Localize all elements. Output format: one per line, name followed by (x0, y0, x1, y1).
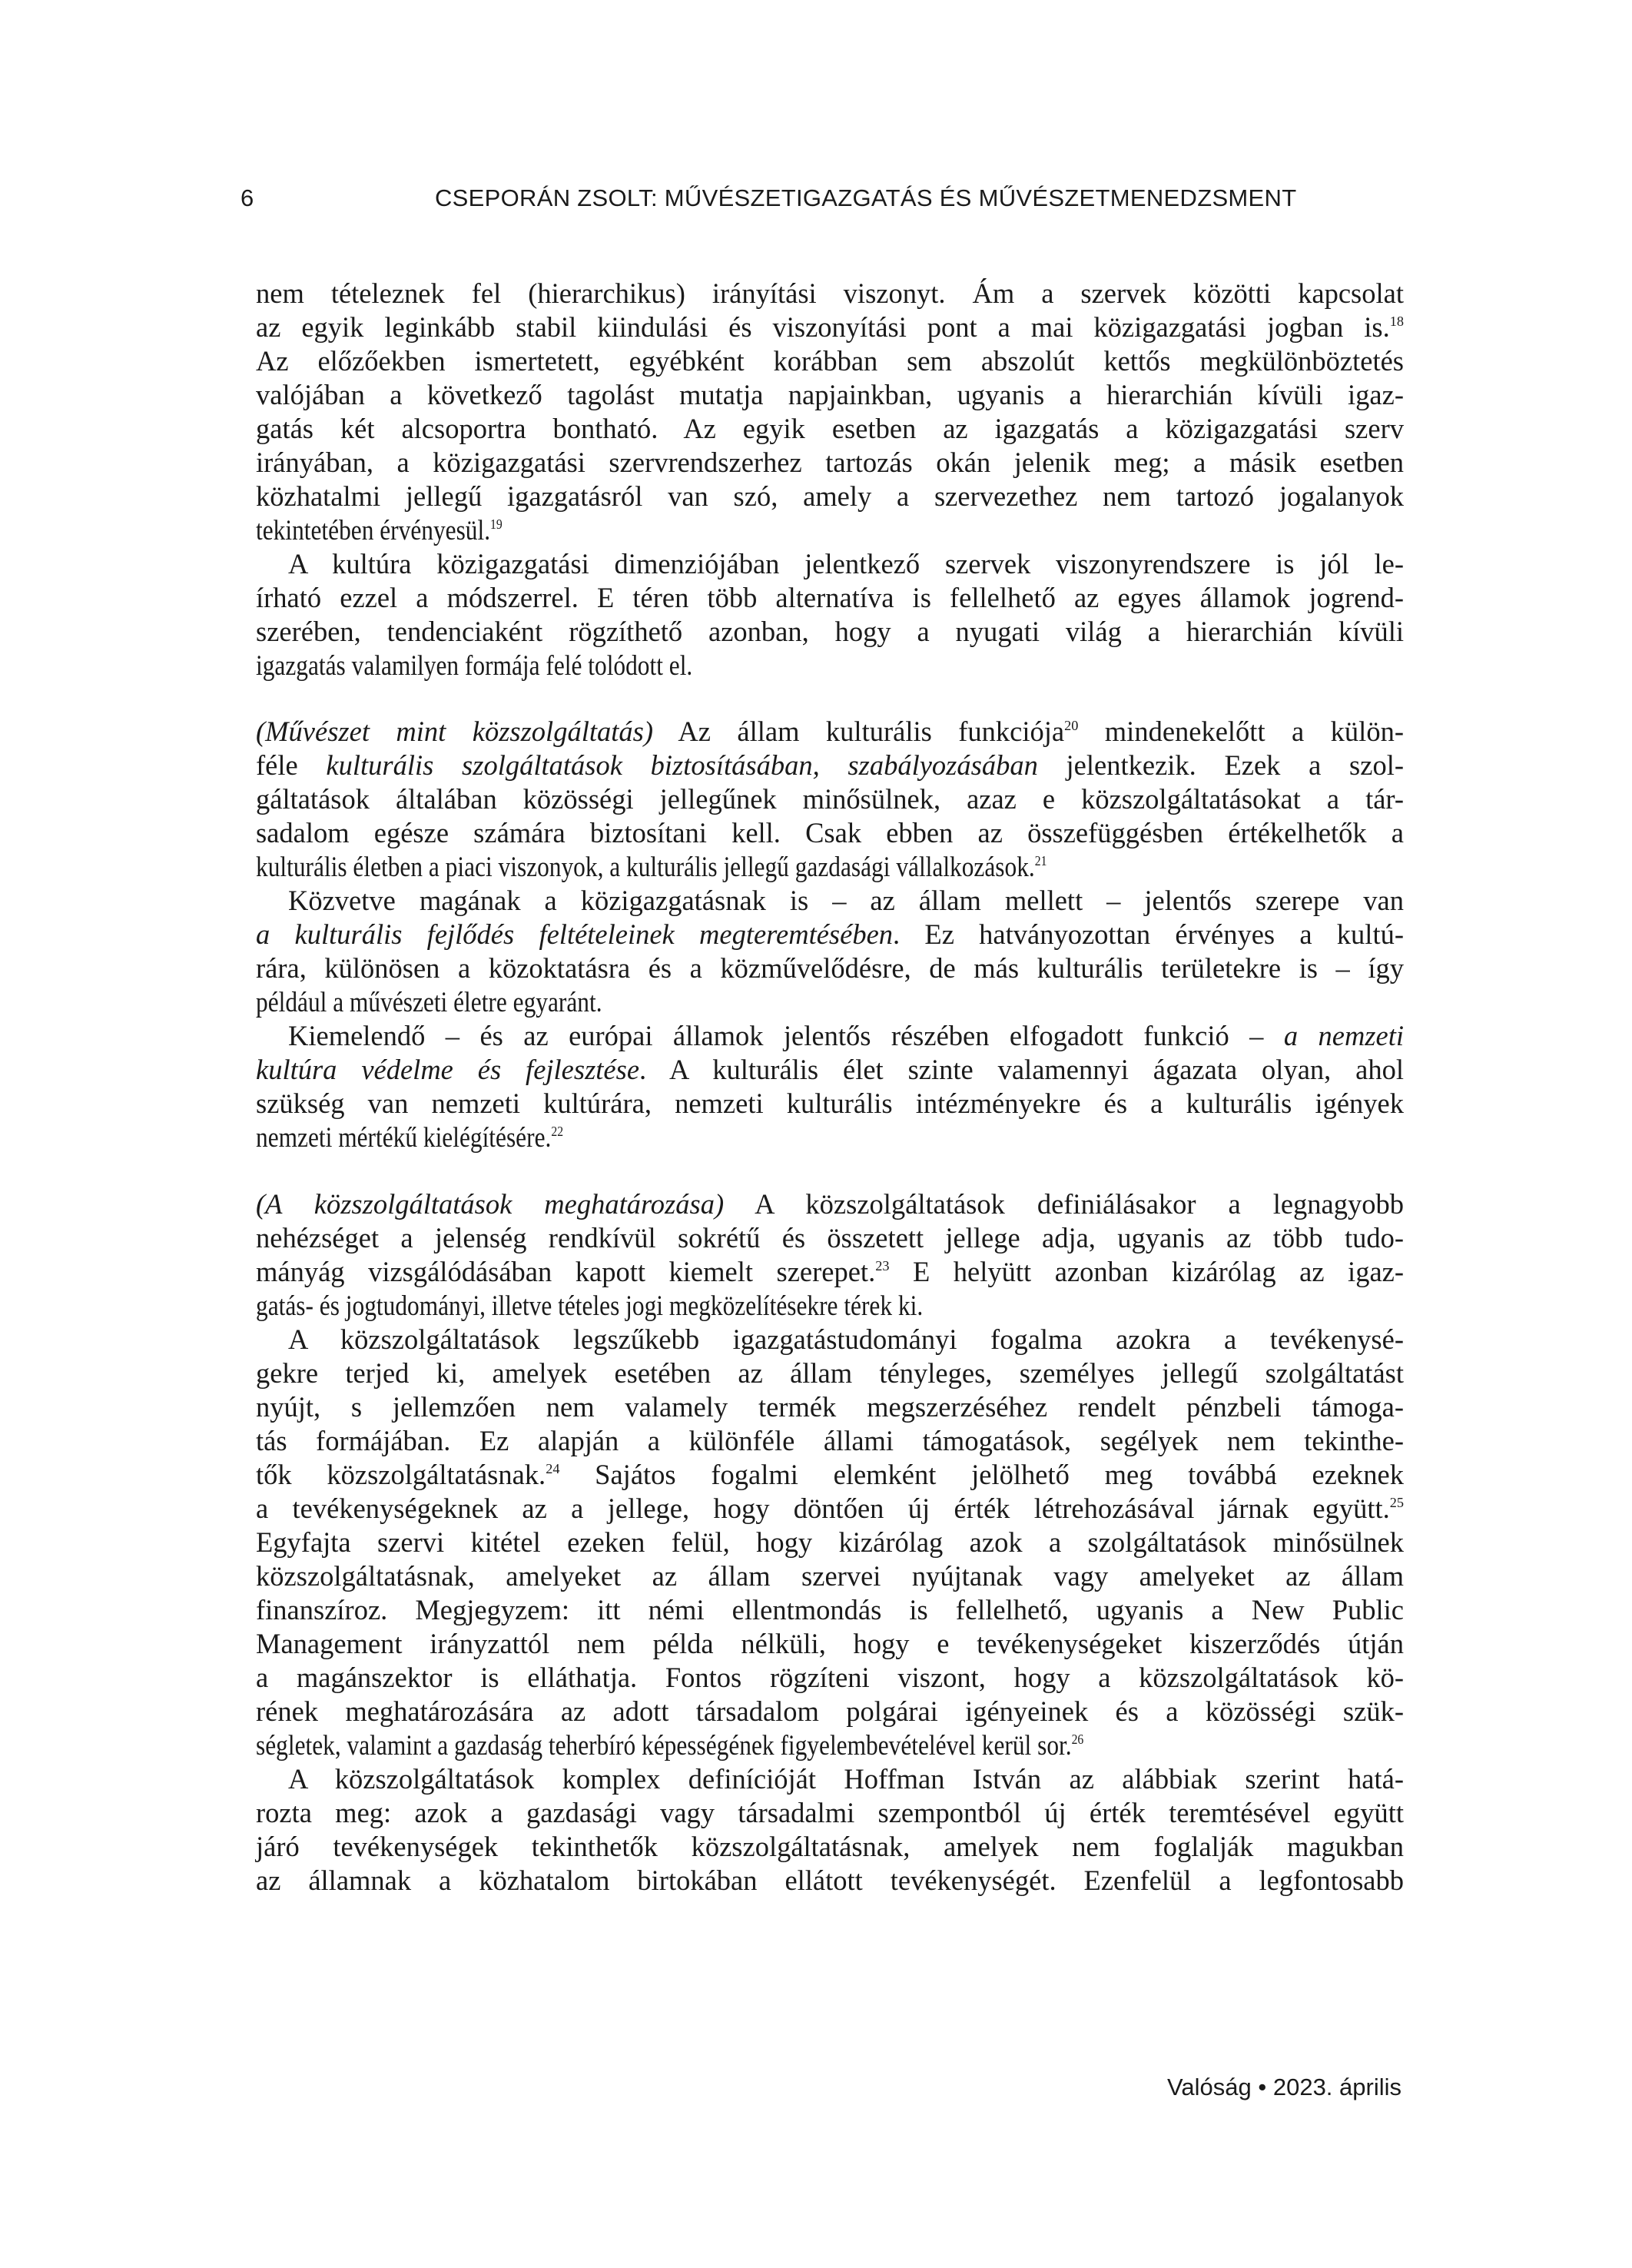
text-line (256, 1526, 1404, 1559)
text-line (256, 782, 1404, 816)
text-line (256, 985, 602, 1019)
footnote-marker[interactable]: 26 (1071, 1732, 1084, 1748)
text-line (256, 615, 1404, 649)
running-title: CSEPORÁN ZSOLT: MŰVÉSZETIGAZGATÁS ÉS MŰVÉSZETMENEDZSMENT (435, 184, 1297, 211)
text: A közszolgáltatások legszűkebb igazgatástudományi fogalma azokra a tevékenysé- (288, 1323, 1404, 1355)
text: szerében, tendenciaként rögzíthető azonban, hogy a nyugati világ a hierarchián kívüli (256, 616, 1404, 647)
text: gatás- és jogtudományi, illetve tételes jogi megközelítésekre térek ki. (256, 1290, 924, 1321)
text-line (256, 480, 1404, 513)
text-line (256, 1019, 1404, 1053)
text: nyújt, s jellemzően nem valamely termék megszerzéséhez rendelt pénzbeli támoga- (256, 1391, 1404, 1423)
text: rára, különösen a közoktatásra és a közművelődésre, de más kulturális területekre is – így (256, 952, 1404, 984)
text: sadalom egésze számára biztosítani kell. Csak ebben az összefüggésben értékelhetők a (256, 817, 1404, 848)
italic-text: a kulturális fejlődés feltételeinek megteremtésében (256, 918, 894, 950)
text: közszolgáltatásnak, amelyeket az állam szervei nyújtanak vagy amelyeket az állam (256, 1560, 1404, 1592)
text-line (256, 1121, 563, 1154)
text: irányában, a közigazgatási szervrendszerhez tartozás okán jelenik meg; a másik esetben (256, 447, 1404, 478)
footnote-marker[interactable]: 22 (551, 1124, 564, 1140)
text-line (256, 918, 1404, 951)
text-line (256, 1424, 1404, 1458)
text: gáltatások általában közösségi jellegűnek minősülnek, azaz e közszolgáltatásokat a tár- (256, 783, 1404, 815)
text-line (256, 581, 1404, 615)
italic-text: kultúra védelme és fejlesztése (256, 1054, 640, 1085)
issue-date: 2023. április (1272, 2074, 1401, 2100)
text-line (256, 378, 1404, 412)
text-line (256, 649, 692, 682)
text: A közszolgáltatások komplex definícióját Hoffman István az alábbiak szerint hatá- (288, 1763, 1404, 1795)
text-line (256, 1390, 1404, 1424)
text: például a művészeti életre egyaránt. (256, 986, 602, 1018)
text: a tevékenységeknek az a jellege, hogy döntően új érték létrehozásával járnak együtt. (256, 1493, 1390, 1524)
text: valójában a következő tagolást mutatja napjainkban, ugyanis a hierarchián kívüli igaz- (256, 379, 1404, 410)
text: közhatalmi jellegű igazgatásról van szó, amely a szervezethez nem tartozó jogalanyok (256, 480, 1404, 512)
text: gekre terjed ki, amelyek esetében az állam tényleges, személyes jellegű szolgáltatást (256, 1357, 1404, 1389)
text-line (256, 884, 1404, 918)
text-line (256, 1661, 1404, 1695)
text: Egyfajta szervi kitétel ezeken felül, hogy kizárólag azok a szolgáltatások minősülnek (256, 1526, 1404, 1558)
text-line (256, 951, 1404, 985)
text-line (256, 1796, 1404, 1830)
footnote-marker[interactable]: 21 (1034, 853, 1047, 869)
text-line (256, 1458, 1404, 1492)
text: gatás két alcsoportra bontható. Az egyik esetben az igazgatás a közigazgatási szerv (256, 413, 1404, 444)
text: ségletek, valamint a gazdaság teherbíró képességének figyelembevételével kerül sor. (256, 1729, 1072, 1761)
text-line (256, 715, 1404, 749)
text: . A kulturális élet szinte valamennyi ágazata olyan, ahol (639, 1054, 1404, 1085)
text: járó tevékenységek tekinthetők közszolgáltatásnak, amelyek nem foglalják magukban (256, 1831, 1404, 1862)
text: igazgatás valamilyen formája felé tolódott el. (256, 649, 693, 681)
text: . Ez hatványozottan érvényes a kultú- (893, 918, 1404, 950)
text-line (256, 749, 1404, 782)
text-line (256, 1762, 1404, 1796)
text-line (256, 412, 1404, 446)
text-line (256, 816, 1404, 850)
text: nem tételeznek fel (hierarchikus) irányítási viszonyt. Ám a szervek közötti kapcsolat (256, 277, 1404, 309)
text-line (256, 1221, 1404, 1255)
text: finanszíroz. Megjegyzem: itt némi ellentmondás is fellelhető, ugyanis a New Public (256, 1594, 1404, 1625)
text-line (256, 1492, 1404, 1526)
text: Az előzőekben ismertetett, egyébként korábban sem abszolút kettős megkülönböztetés (256, 345, 1404, 377)
footnote-marker[interactable]: 25 (1389, 1495, 1404, 1511)
page-number: 6 (240, 184, 254, 211)
text: az egyik leginkább stabil kiindulási és viszonyítási pont a mai közigazgatási jogban is. (256, 311, 1390, 343)
text: tők közszolgáltatásnak. (256, 1459, 546, 1490)
text-line (256, 1187, 1404, 1221)
text-line (256, 1289, 923, 1323)
text-line (256, 1728, 1083, 1762)
text: tekintetében érvényesül. (256, 514, 491, 546)
text: rének meghatározására az adott társadalom polgárai igényeinek és a közösségi szük- (256, 1695, 1404, 1727)
footnote-marker[interactable]: 18 (1389, 314, 1404, 330)
text: mányág vizsgálódásában kapott kiemelt szerepet. (256, 1256, 876, 1287)
text: tás formájában. Ez alapján a különféle állami támogatások, segélyek nem tekinthe- (256, 1425, 1404, 1456)
text: A kultúra közigazgatási dimenziójában jelentkező szervek viszonyrendszere is jól le- (288, 548, 1404, 579)
text: rozta meg: azok a gazdasági vagy társadalmi szempontból új érték teremtésével együtt (256, 1797, 1404, 1828)
text-line (256, 1255, 1404, 1289)
text-line (256, 446, 1404, 480)
text-line (256, 850, 1047, 884)
text-line (256, 1830, 1404, 1864)
text: az államnak a közhatalom birtokában ellátott tevékenységét. Ezenfelül a legfontosabb (256, 1865, 1404, 1896)
footnote-marker[interactable]: 19 (490, 516, 503, 533)
text-line (256, 1053, 1404, 1087)
text-line (256, 1356, 1404, 1390)
text: nehézséget a jelenség rendkívül sokrétű és összetett jellege adja, ugyanis az több tudo- (256, 1222, 1404, 1254)
text-line (256, 1559, 1404, 1593)
journal-name: Valóság (1167, 2074, 1252, 2100)
text: nemzeti mértékű kielégítésére. (256, 1121, 552, 1153)
text: mindenekelőtt a külön- (1078, 716, 1404, 747)
text: kulturális életben a piaci viszonyok, a kulturális jellegű gazdasági vállalkozások. (256, 851, 1035, 882)
text-line (256, 1695, 1404, 1728)
text-line (256, 1323, 1404, 1356)
footnote-marker[interactable]: 24 (546, 1461, 560, 1477)
text-line (256, 277, 1404, 310)
text: Közvetve magának a közigazgatásnak is – az állam mellett – jelentős szerepe van (288, 885, 1404, 916)
text-line (256, 1593, 1404, 1627)
text: jelentkezik. Ezek a szol- (1037, 749, 1405, 781)
text-line (256, 344, 1404, 378)
text-line (256, 513, 503, 547)
text-line (256, 1864, 1404, 1898)
text: Sajátos fogalmi elemként jelölhető meg továbbá ezeknek (559, 1459, 1404, 1490)
footnote-marker[interactable]: 23 (875, 1258, 890, 1274)
text-line (256, 310, 1404, 344)
text: írható ezzel a módszerrel. E téren több alternatíva is fellelhető az egyes államok jogrend- (256, 582, 1404, 613)
page-footer (1167, 2074, 1401, 2101)
footnote-marker[interactable]: 20 (1064, 718, 1079, 734)
text-line (256, 1087, 1404, 1121)
text: Kiemelendő – és az európai államok jelentős részében elfogadott funkció – (288, 1020, 1284, 1051)
text: Management irányzattól nem példa nélküli, hogy e tevékenységeket kiszerződés útján (256, 1628, 1404, 1659)
italic-text: (A közszolgáltatások meghatározása) (256, 1188, 725, 1220)
italic-text: kulturális szolgáltatások biztosításában, szabályozásában (326, 749, 1038, 781)
text: szükség van nemzeti kultúrára, nemzeti kulturális intézményekre és a kulturális igények (256, 1088, 1404, 1119)
footer-separator: • (1258, 2074, 1267, 2100)
text: a magánszektor is elláthatja. Fontos rögzíteni viszont, hogy a közszolgáltatások kö- (256, 1662, 1404, 1693)
text-line (256, 547, 1404, 581)
text: A közszolgáltatások definiálásakor a legnagyobb (724, 1188, 1404, 1220)
italic-text: (Művészet mint közszolgáltatás) (256, 716, 653, 747)
text-line (256, 1627, 1404, 1661)
italic-text: a nemzeti (1283, 1020, 1404, 1051)
text: féle (256, 749, 327, 781)
text: Az állam kulturális funkciója (652, 716, 1065, 747)
text: E helyütt azonban kizárólag az igaz- (889, 1256, 1404, 1287)
